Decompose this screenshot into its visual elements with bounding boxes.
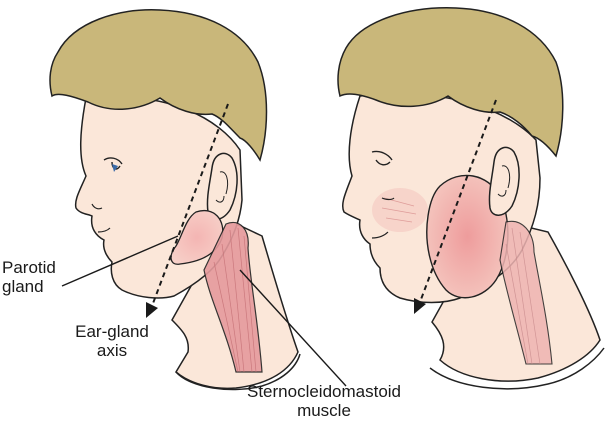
- axis-label-line2: axis: [96, 341, 128, 360]
- axis-label-line1: Ear-gland: [75, 322, 149, 341]
- right-head: [338, 8, 604, 389]
- parotid-label-line2: gland: [2, 277, 44, 296]
- left-axis-arrowhead: [146, 302, 158, 318]
- ear-gland-axis-label: [62, 322, 162, 360]
- parotid-label: [2, 258, 56, 296]
- parotid-label-line1: Parotid: [2, 258, 56, 277]
- scm-label-line1: Sternocleidomastoid: [246, 382, 402, 401]
- scm-label-line2: muscle: [297, 401, 351, 420]
- scm-label: [224, 382, 424, 420]
